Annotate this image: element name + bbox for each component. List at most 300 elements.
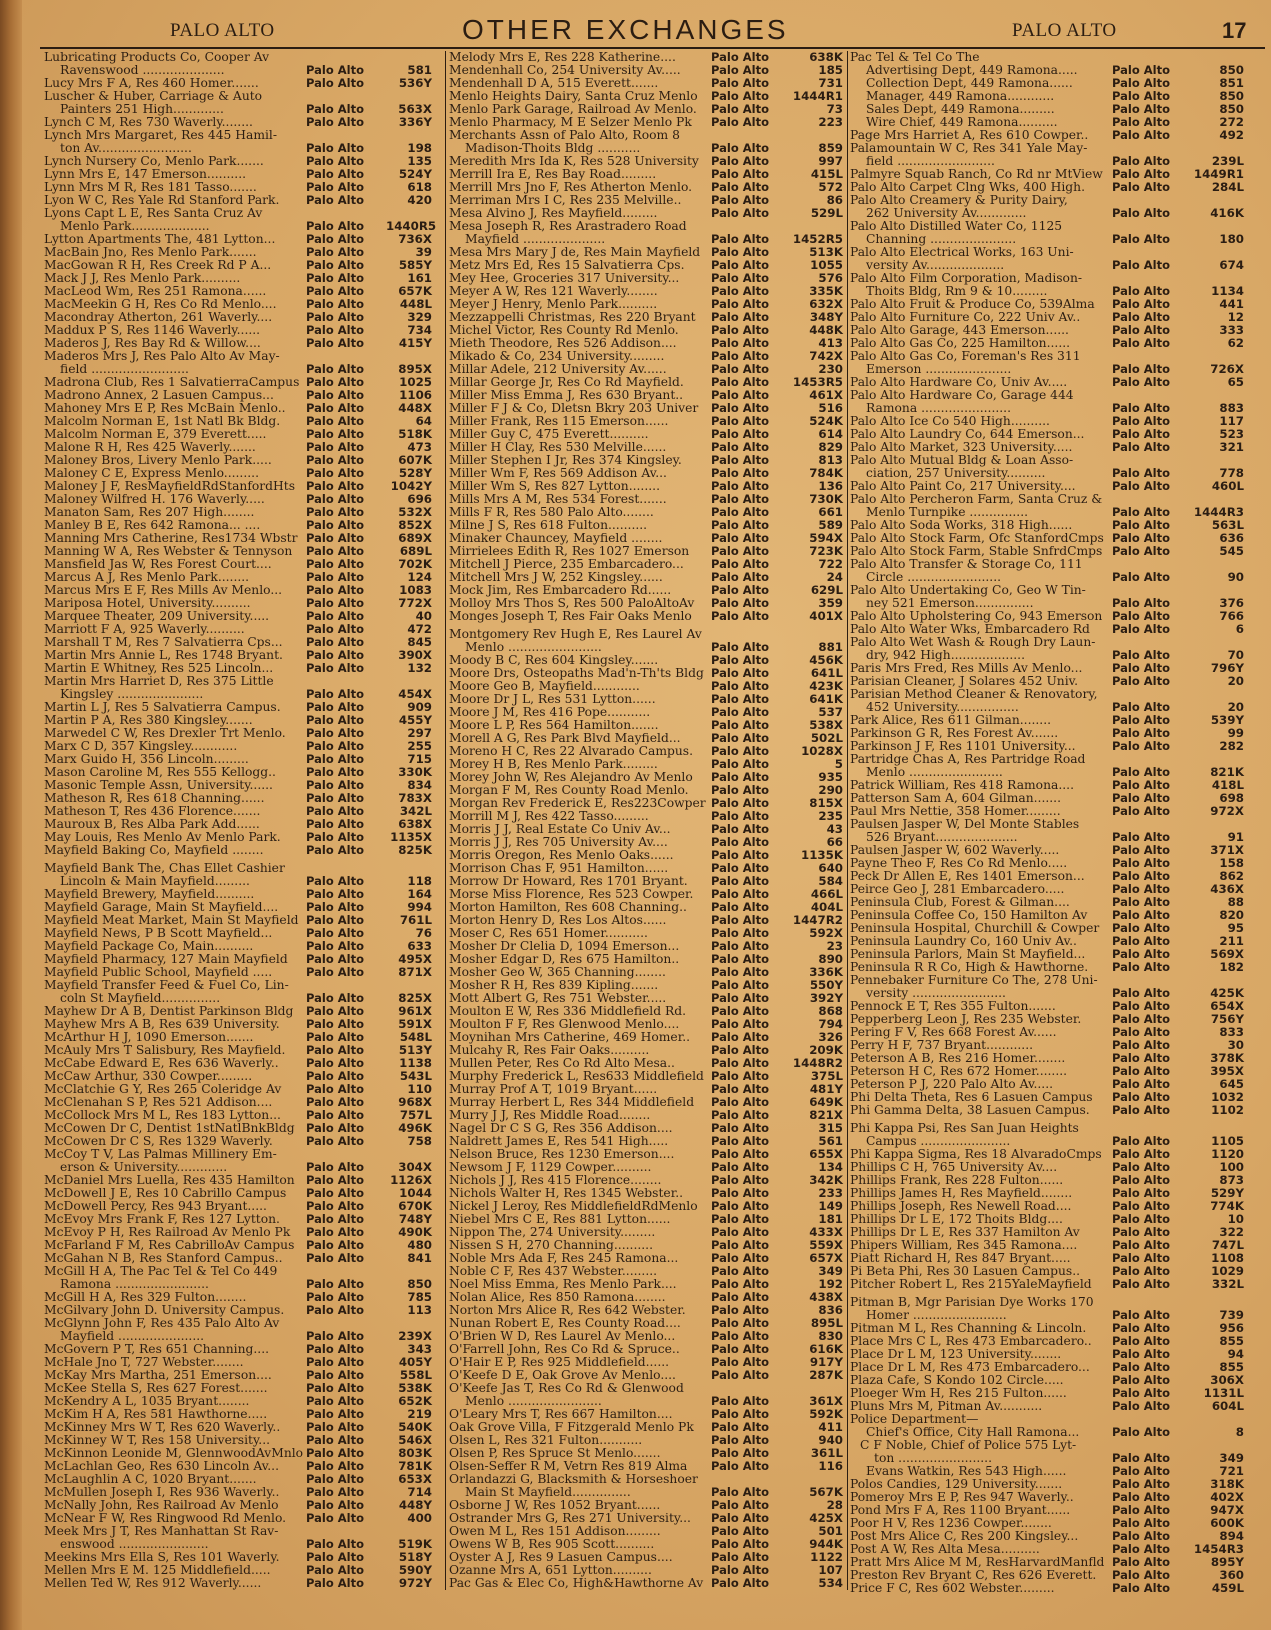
listing-exchange: Palo Alto [711, 757, 769, 771]
listing-line: Chief's Office, City Hall Ramona... [866, 1426, 1080, 1439]
listing-phone-number: 532X [398, 505, 432, 519]
listing-entry [44, 844, 436, 857]
listing-exchange: Palo Alto [306, 939, 364, 953]
listing-line: Peninsula R R Co, High & Hawthorne. [850, 961, 1089, 974]
listing-phone-number: 95 [1227, 921, 1244, 935]
listing-phone-number: 290 [818, 783, 843, 797]
listing-phone-number: 1444R3 [1193, 505, 1244, 519]
listing-exchange: Palo Alto [1112, 1064, 1170, 1078]
listing-entry [449, 1161, 847, 1174]
listing-line: Palo Alto Wet Wash & Rough Dry Laun- [850, 636, 1096, 649]
listing-name-address [44, 1109, 306, 1122]
listing-exchange: Palo Alto [711, 284, 769, 298]
listing-exchange: Palo Alto [306, 570, 364, 584]
listing-name-address [44, 571, 306, 584]
listing-exchange: Palo Alto [1112, 336, 1170, 350]
listing-phone-number: 441 [1219, 297, 1244, 311]
directory-column-2 [445, 51, 848, 1590]
listing-entry [44, 233, 436, 246]
listing-continuation-line: Menlo Park.................... [60, 219, 210, 233]
listing-entry [44, 792, 436, 805]
listing-exchange: Palo Alto [711, 705, 769, 719]
listing-exchange: Palo Alto [1112, 804, 1170, 818]
listing-exchange: Palo Alto [306, 1472, 364, 1486]
listing-line: Mikado & Co, 234 University......... [449, 350, 665, 363]
listing-exchange: Palo Alto [711, 1277, 769, 1291]
listing-line: Phipers William, Res 345 Ramona.... [850, 1239, 1078, 1252]
listing-exchange: Palo Alto [1112, 1264, 1170, 1278]
listing-line: McClenahan S P, Res 521 Addison.... [44, 1096, 273, 1109]
listing-phone-number: 689X [398, 531, 432, 545]
listing-line: Martin Mrs Harriet D, Res 375 Little [44, 675, 274, 688]
listing-phone-number: 425K [1210, 986, 1244, 1000]
listing-name-address [449, 298, 711, 311]
listing-line: Maloney Wilfred H. 176 Waverly..... [44, 493, 265, 506]
listing-name-address [449, 745, 711, 758]
listing-exchange: Palo Alto [306, 518, 364, 532]
listing-entry [449, 823, 847, 836]
listing-line: Palamountain W C, Res 341 Yale May- [850, 142, 1088, 155]
listing-line: Mayfield Transfer Feed & Fuel Co, Lin- [44, 979, 289, 992]
listing-entry [44, 350, 436, 376]
listing-entry [449, 680, 847, 693]
listing-line: O'Farrell John, Res Co Rd & Spruce.. [449, 1343, 680, 1356]
listing-line: Menlo Heights Dairy, Santa Cruz Menlo [449, 90, 698, 103]
listing-line: Palo Alto Market, 323 University..... [850, 441, 1073, 454]
listing-line: Palo Alto Mutual Bldg & Loan Asso- [850, 454, 1074, 467]
listing-exchange: Palo Alto [306, 479, 364, 493]
listing-name-address [449, 966, 711, 979]
listing-phone-number: 723K [809, 544, 843, 558]
listing-line: McGill H A, The Pac Tel & Tel Co 449 [44, 1265, 278, 1278]
listing-name-address [449, 1408, 711, 1421]
listing-exchange: Palo Alto [306, 1095, 364, 1109]
listing-phone-number: 661 [818, 505, 843, 519]
listing-name-address [449, 810, 711, 823]
listing-line: Phillips C H, 765 University Av.... [850, 1161, 1058, 1174]
listing-name-address [850, 922, 1112, 935]
listing-phone-number: 833 [1219, 1025, 1244, 1039]
listing-exchange: Palo Alto [711, 1095, 769, 1109]
listing-name-address [449, 797, 711, 810]
listing-entry [44, 77, 436, 90]
listing-entry [449, 849, 847, 862]
listing-exchange: Palo Alto [711, 900, 769, 914]
listing-entry [44, 818, 436, 831]
listing-exchange: Palo Alto [711, 1355, 769, 1369]
listing-line: McHale Jno T, 727 Webster........ [44, 1356, 244, 1369]
listing-name-address [850, 870, 1112, 883]
listing-entry [44, 181, 436, 194]
listing-name-address [44, 1395, 306, 1408]
listing-line: Maderos J, Res Bay Rd & Willow.... [44, 337, 261, 350]
listing-line: Polos Candies, 129 University....... [850, 1478, 1063, 1491]
listing-entry [44, 246, 436, 259]
listing-line: Mosher R H, Res 839 Kipling....... [449, 979, 659, 992]
listing-entry [449, 220, 847, 246]
listing-entry [449, 454, 847, 467]
listing-entry [850, 337, 1248, 350]
listing-exchange: Palo Alto [1112, 1251, 1170, 1265]
header-right-title: PALO ALTO [1012, 20, 1117, 41]
listing-name-address [44, 1447, 306, 1460]
listing-line: O'Keefe Jas T, Res Co Rd & Glenwood [449, 1382, 684, 1395]
listing-exchange: Palo Alto [711, 1303, 769, 1317]
listing-entry [44, 428, 436, 441]
listing-name-address [449, 875, 711, 888]
listing-line: Miller Wm S, Res 827 Lytton........ [449, 480, 660, 493]
listing-exchange: Palo Alto [711, 349, 769, 363]
listing-phone-number: 825K [398, 843, 432, 857]
listing-line: McCowen Dr C, Dentist 1stNatlBnkBldg [44, 1122, 295, 1135]
listing-line: Olsen P, Res Spruce St Menlo....... [449, 1447, 661, 1460]
listing-entry [44, 480, 436, 493]
listing-entry [44, 597, 436, 610]
listing-exchange: Palo Alto [306, 874, 364, 888]
listing-line: Nichols J J, Res 415 Florence........ [449, 1174, 662, 1187]
listing-line: Olsen-Seffer R M, Vetrn Res 819 Alma [449, 1460, 688, 1473]
listing-exchange: Palo Alto [1112, 1186, 1170, 1200]
listing-phone-number: 315 [818, 1121, 843, 1135]
listing-exchange: Palo Alto [711, 1212, 769, 1226]
listing-entry [850, 857, 1248, 870]
page-binding-edge [0, 0, 22, 1630]
listing-phone-number: 821X [809, 1108, 843, 1122]
listing-exchange: Palo Alto [711, 115, 769, 129]
listing-name-address [44, 1408, 306, 1421]
listing-line: Niebel Mrs C E, Res 881 Lytton...... [449, 1213, 671, 1226]
listing-exchange: Palo Alto [711, 583, 769, 597]
listing-exchange: Palo Alto [306, 1446, 364, 1460]
listing-name-address [44, 862, 306, 888]
listing-line: Palo Alto Paint Co, 217 University.... [850, 480, 1076, 493]
listing-name-address [449, 1200, 711, 1213]
listing-entry [449, 1343, 847, 1356]
listing-phone-number: 1138 [399, 1056, 432, 1070]
listing-entry [850, 844, 1248, 857]
listing-line: Merrill Ira E, Res Bay Road......... [449, 168, 657, 181]
listing-name-address [850, 1213, 1112, 1226]
listing-phone-number: 641L [810, 666, 843, 680]
listing-line: Payne Theo F, Res Co Rd Menlo..... [850, 857, 1068, 870]
listing-line: Mayfield News, P B Scott Mayfield... [44, 927, 273, 940]
listing-phone-number: 492 [1219, 128, 1244, 142]
listing-continuation-line: coln St Mayfield............... [60, 991, 221, 1005]
listing-continuation-line: ney 521 Emerson............... [866, 596, 1034, 610]
listing-name-address [449, 597, 711, 610]
listing-exchange: Palo Alto [711, 271, 769, 285]
listing-phone-number: 766 [1219, 609, 1244, 623]
group-heading: Pac Tel & Tel Co The [850, 50, 980, 64]
directory-column-3 [850, 51, 1248, 1595]
listing-exchange: Palo Alto [306, 375, 364, 389]
listing-exchange: Palo Alto [711, 770, 769, 784]
listing-phone-number: 757L [399, 1108, 432, 1122]
listing-name-address [850, 1361, 1112, 1374]
listing-phone-number: 559X [809, 1238, 843, 1252]
listing-entry [850, 311, 1248, 324]
listing-phone-number: 332L [1211, 1277, 1244, 1291]
listing-exchange: Palo Alto [306, 284, 364, 298]
listing-entry [44, 558, 436, 571]
listing-name-address [44, 1421, 306, 1434]
listing-entry [449, 1330, 847, 1343]
listing-phone-number: 873 [1219, 1173, 1244, 1187]
listing-entry [850, 1226, 1248, 1239]
listing-line: Morris J J, Real Estate Co Univ Av... [449, 823, 671, 836]
listing-phone-number: 335K [809, 284, 843, 298]
listing-exchange: Palo Alto [306, 1212, 364, 1226]
listing-phone-number: 850 [407, 1277, 432, 1291]
listing-exchange: Palo Alto [306, 765, 364, 779]
listing-entry [449, 784, 847, 797]
listing-line: Peterson H C, Res 672 Homer........ [850, 1065, 1068, 1078]
listing-line: Palo Alto Film Corporation, Madison- [850, 272, 1083, 285]
listing-phone-number: 94 [1227, 1347, 1244, 1361]
listing-exchange: Palo Alto [711, 783, 769, 797]
listing-line: Peninsula Parlors, Main St Mayfield... [850, 948, 1086, 961]
listing-exchange: Palo Alto [306, 1173, 364, 1187]
listing-exchange: Palo Alto [1112, 1399, 1170, 1413]
listing-exchange: Palo Alto [1112, 102, 1170, 116]
listing-name-address [449, 1499, 711, 1512]
listing-name-address [44, 1525, 306, 1551]
listing-exchange: Palo Alto [306, 1368, 364, 1382]
listing-exchange: Palo Alto [1112, 1103, 1170, 1117]
listing-entry [449, 1434, 847, 1447]
listing-phone-number: 944K [809, 1537, 843, 1551]
listing-continuation-line: Ramona ........................ [60, 1277, 209, 1291]
listing-name-address [850, 532, 1112, 545]
listing-name-address [44, 779, 306, 792]
listing-name-address [850, 1104, 1112, 1117]
listing-entry [44, 1356, 436, 1369]
listing-line: Malcolm Norman E, 1st Natl Bk Bldg. [44, 415, 281, 428]
listing-line: Morey H B, Res Menlo Park......... [449, 758, 658, 771]
listing-line: Nippon The, 274 University......... [449, 1226, 656, 1239]
listing-line: Park Alice, Res 611 Gilman........ [850, 714, 1052, 727]
listing-entry [449, 1382, 847, 1408]
listing-line: McClatchie G Y, Res 265 Coleridge Av [44, 1083, 282, 1096]
listing-name-address [449, 706, 711, 719]
listing-phone-number: 481Y [809, 1082, 843, 1096]
listing-name-address [850, 1091, 1112, 1104]
listing-phone-number: 756Y [1210, 1012, 1244, 1026]
listing-entry [850, 974, 1248, 1000]
listing-entry [449, 1460, 847, 1473]
listing-name-address [449, 324, 711, 337]
listing-phone-number: 722 [818, 557, 843, 571]
listing-exchange: Palo Alto [711, 1576, 769, 1590]
listing-exchange: Palo Alto [1112, 323, 1170, 337]
listing-exchange: Palo Alto [711, 297, 769, 311]
listing-name-address [449, 1291, 711, 1304]
listing-entry [449, 285, 847, 298]
listing-phone-number: 318K [1210, 1477, 1244, 1491]
listing-exchange: Palo Alto [306, 1381, 364, 1395]
listing-exchange: Palo Alto [711, 492, 769, 506]
listing-phone-number: 448K [809, 323, 843, 337]
listing-exchange: Palo Alto [306, 1433, 364, 1447]
listing-name-address [850, 480, 1112, 493]
listing-phone-number: 972X [1210, 804, 1244, 818]
listing-entry [850, 1439, 1248, 1465]
listing-exchange: Palo Alto [711, 1407, 769, 1421]
listing-line: McMullen Joseph I, Res 936 Waverly.. [44, 1486, 280, 1499]
listing-line: Palo Alto Gas Co, 225 Hamilton...... [850, 337, 1071, 350]
listing-phone-number: 376 [1219, 596, 1244, 610]
listing-name-address [44, 727, 306, 740]
header-rule [40, 47, 1265, 49]
listing-phone-number: 359 [818, 596, 843, 610]
listing-entry [449, 493, 847, 506]
listing-name-address [449, 558, 711, 571]
listing-name-address [449, 732, 711, 745]
listing-name-address [44, 506, 306, 519]
listing-name-address [850, 1078, 1112, 1091]
listing-exchange: Palo Alto [711, 466, 769, 480]
listing-phone-number: 674 [1219, 258, 1244, 272]
listing-continuation-line: versity ........................ [866, 986, 1006, 1000]
listing-line: Pomeroy Mrs E P, Res 947 Waverly.. [850, 1491, 1074, 1504]
listing-line: Miller F J & Co, Dletsn Bkry 203 Univer [449, 402, 699, 415]
listing-exchange: Palo Alto [711, 965, 769, 979]
listing-phone-number: 149 [818, 1199, 843, 1213]
listing-phone-number: 813 [818, 453, 843, 467]
listing-exchange: Palo Alto [711, 926, 769, 940]
listing-phone-number: 349 [818, 1264, 843, 1278]
listing-phone-number: 466L [810, 887, 843, 901]
listing-name-address [850, 1148, 1112, 1161]
listing-phone-number: 448Y [398, 1498, 432, 1512]
listing-exchange: Palo Alto [1112, 986, 1170, 1000]
listing-line: Parisian Method Cleaner & Renovatory, [850, 688, 1098, 701]
listing-continuation-line: Painters 251 High............. [60, 102, 224, 116]
listing-phone-number: 1134 [1211, 284, 1244, 298]
listing-name-address [44, 1356, 306, 1369]
listing-line: Paris Mrs Fred, Res Mills Av Menlo... [850, 662, 1083, 675]
listing-line: Mayfield Garage, Main St Mayfield.... [44, 901, 279, 914]
listing-line: Palo Alto Stock Farm, Stable SnfrdCmps [850, 545, 1103, 558]
listing-name-address [449, 363, 711, 376]
listing-line: Miller Frank, Res 115 Emerson...... [449, 415, 669, 428]
listing-name-address [44, 1239, 306, 1252]
listing-entry [449, 168, 847, 181]
listing-entry [850, 1091, 1248, 1104]
listing-name-address [44, 1369, 306, 1382]
listing-name-address [449, 1356, 711, 1369]
listing-entry [850, 220, 1248, 246]
listing-line: Nolan Alice, Res 850 Ramona........ [449, 1291, 666, 1304]
listing-entry [449, 1278, 847, 1291]
listing-exchange: Palo Alto [1112, 414, 1170, 428]
listing-phone-number: 536Y [398, 76, 432, 90]
listing-phone-number: 361L [810, 1446, 843, 1460]
listing-phone-number: 516 [818, 401, 843, 415]
listing-name-address [449, 441, 711, 454]
listing-name-address [449, 1161, 711, 1174]
listing-phone-number: 851 [1219, 76, 1244, 90]
listing-name-address [44, 610, 306, 623]
listing-name-address [449, 467, 711, 480]
listing-exchange: Palo Alto [306, 76, 364, 90]
listing-exchange: Palo Alto [306, 609, 364, 623]
listing-entry [44, 1408, 436, 1421]
listing-line: Palo Alto Hardware Co, Garage 444 [850, 389, 1074, 402]
listing-exchange: Palo Alto [711, 1004, 769, 1018]
listing-entry [449, 90, 847, 103]
listing-exchange: Palo Alto [1112, 843, 1170, 857]
listing-line: Meekins Mrs Ella S, Res 101 Waverly. [44, 1551, 280, 1564]
listing-line: McKee Stella S, Res 627 Forest....... [44, 1382, 268, 1395]
listing-entry [850, 1213, 1248, 1226]
listing-entry [44, 545, 436, 558]
listing-line: Collection Dept, 449 Ramona...... [866, 77, 1073, 90]
listing-name-address [44, 914, 306, 927]
listing-name-address [44, 181, 306, 194]
listing-phone-number: 219 [407, 1407, 432, 1421]
listing-phone-number: 855 [1219, 1360, 1244, 1374]
listing-name-address [44, 1148, 306, 1174]
listing-phone-number: 652K [398, 1394, 432, 1408]
listing-phone-number: 730K [809, 492, 843, 506]
listing-exchange: Palo Alto [306, 1004, 364, 1018]
listing-phone-number: 420 [407, 193, 432, 207]
listing-name-address [850, 272, 1112, 298]
listing-entry [850, 1052, 1248, 1065]
listing-phone-number: 501 [818, 1524, 843, 1538]
listing-line: Lynch Mrs Margaret, Res 445 Hamil- [44, 129, 278, 142]
listing-name-address [850, 935, 1112, 948]
listing-entry [850, 558, 1248, 584]
listing-phone-number: 698 [1219, 791, 1244, 805]
listing-phone-number: 12 [1227, 310, 1244, 324]
listing-phone-number: 696 [407, 492, 432, 506]
listing-exchange: Palo Alto [306, 544, 364, 558]
listing-line: Peterson P J, 220 Palo Alto Av..... [850, 1078, 1054, 1091]
listing-phone-number: 461X [809, 388, 843, 402]
listing-exchange: Palo Alto [711, 1342, 769, 1356]
listing-entry [850, 519, 1248, 532]
listing-entry [44, 506, 436, 519]
listing-name-address [44, 51, 306, 77]
listing-line: Paulsen Jasper W, Del Monte Stables [850, 818, 1080, 831]
listing-phone-number: 794 [818, 1017, 843, 1031]
listing-entry [44, 1291, 436, 1304]
listing-line: Manaton Sam, Res 207 High........ [44, 506, 255, 519]
listing-entry [44, 272, 436, 285]
listing-line: Michel Victor, Res County Rd Menlo. [449, 324, 679, 337]
listing-name-address [850, 1278, 1112, 1291]
listing-phone-number: 401X [809, 609, 843, 623]
listing-name-address [850, 1335, 1112, 1348]
listing-name-address [44, 979, 306, 1005]
listing-entry [449, 181, 847, 194]
listing-name-address [449, 1473, 711, 1499]
listing-phone-number: 734 [407, 323, 432, 337]
listing-continuation-line: versity Av.................... [866, 258, 1005, 272]
listing-phone-number: 935 [818, 770, 843, 784]
listing-entry [850, 1478, 1248, 1491]
listing-entry [44, 1525, 436, 1551]
listing-phone-number: 472 [407, 622, 432, 636]
listing-phone-number: 378K [1210, 1051, 1244, 1065]
listing-continuation-line: ton ........................ [874, 1451, 992, 1465]
listing-line: Phillips Frank, Res 228 Fulton...... [850, 1174, 1064, 1187]
listing-entry [850, 389, 1248, 415]
listing-entry [449, 64, 847, 77]
listing-exchange: Palo Alto [306, 427, 364, 441]
